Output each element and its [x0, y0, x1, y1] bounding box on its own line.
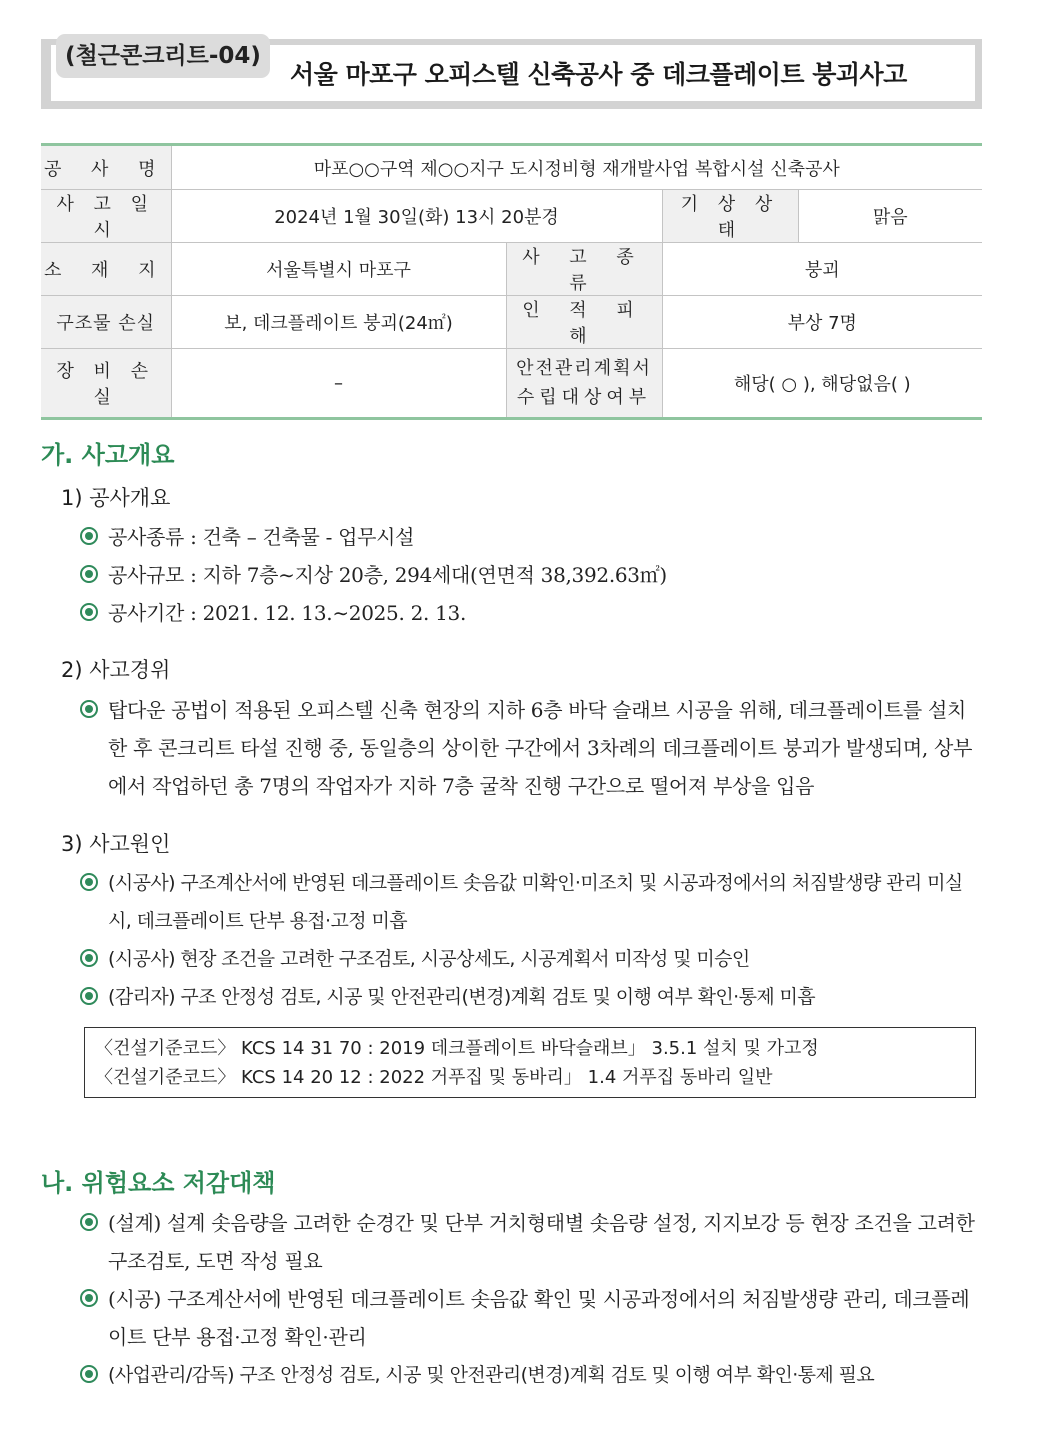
table-row: [41, 145, 982, 190]
bullet-icon: [80, 603, 98, 621]
list-item: (사업관리/감독) 구조 안정성 검토, 시공 및 안전관리(변경)계획 검토 및 이행 여부 확인·통제 필요: [80, 1356, 985, 1394]
list-item: 공사규모 : 지하 7층∼지상 20층, 294세대(연면적 38,392.63㎡): [80, 556, 985, 594]
subsection-title-construction: 1) 공사개요: [61, 486, 171, 510]
bullet-icon: [80, 700, 98, 718]
weather-value: 맑음: [798, 190, 982, 243]
table-row: [41, 296, 982, 349]
list-item: 공사종류 : 건축 – 건축물 - 업무시설: [80, 518, 985, 556]
bullet-icon: [80, 1365, 98, 1383]
weather-label: 기 상 상 태: [662, 190, 798, 243]
list-item: (설계) 설계 솟음량을 고려한 순경간 및 단부 거치형태별 솟음량 설정, 지지보강 등 현장 조건을 고려한 구조검토, 도면 작성 필요: [80, 1204, 985, 1280]
reference-codes-box: [84, 1027, 976, 1098]
list-item: (감리자) 구조 안정성 검토, 시공 및 안전관리(변경)계획 검토 및 이행 여부 확인·통제 미흡: [80, 978, 985, 1016]
safety-plan-value: 해당( ○ ), 해당없음( ): [662, 349, 982, 419]
safety-plan-label-line1: 안전관리계획서: [516, 358, 652, 379]
table-row: [41, 243, 982, 296]
casualty-value: 부상 7명: [662, 296, 982, 349]
project-name-value: 마포○○구역 제○○지구 도시정비형 재개발사업 복합시설 신축공사: [171, 145, 982, 190]
bullet-icon: [80, 565, 98, 583]
accident-type-label: 사 고 종 류: [506, 243, 662, 296]
location-value: 서울특별시 마포구: [171, 243, 506, 296]
project-name-label: 공 사 명: [41, 145, 171, 190]
safety-plan-label: [506, 349, 662, 419]
page-title: 서울 마포구 오피스텔 신축공사 중 데크플레이트 붕괴사고: [290, 60, 907, 89]
list-item: 공사기간 : 2021. 12. 13.∼2025. 2. 13.: [80, 594, 985, 632]
document-code-badge: (철근콘크리트-04): [56, 34, 270, 78]
bullet-icon: [80, 987, 98, 1005]
list-item: (시공사) 현장 조건을 고려한 구조검토, 시공상세도, 시공계획서 미작성 및 미승인: [80, 940, 985, 978]
bullet-icon: [80, 527, 98, 545]
equipment-loss-label: 장 비 손 실: [41, 349, 171, 419]
section-title-countermeasures: 나. 위험요소 저감대책: [41, 1169, 276, 1197]
table-row: [41, 190, 982, 243]
subsection-title-progress: 2) 사고경위: [61, 658, 171, 682]
section-title-overview: 가. 사고개요: [41, 441, 175, 469]
bullet-icon: [80, 1289, 98, 1307]
list-item: (시공) 구조계산서에 반영된 데크플레이트 솟음값 확인 및 시공과정에서의 처짐발생량 관리, 데크플레이트 단부 용접·고정 확인·관리: [80, 1280, 985, 1356]
casualty-label: 인 적 피 해: [506, 296, 662, 349]
list-item: (시공사) 구조계산서에 반영된 데크플레이트 솟음값 미확인·미조치 및 시공과정에서의 처짐발생량 관리 미실시, 데크플레이트 단부 용접·고정 미흡: [80, 864, 985, 940]
bullet-icon: [80, 873, 98, 891]
accident-type-value: 붕괴: [662, 243, 982, 296]
list-item: 탑다운 공법이 적용된 오피스텔 신축 현장의 지하 6층 바닥 슬래브 시공을 위해, 데크플레이트를 설치 한 후 콘크리트 타설 진행 중, 동일층의 상이한 구간에서 3차례의 데크플레이트 붕괴가 발생되며, 상부에서 작업하던 총 7명의 작업자가 지하 7층 굴착 진행 구간으로 떨어져 부상을 입음: [80, 691, 985, 805]
reference-code: 〈건설기준코드〉 KCS 14 31 70 : 2019 데크플레이트 바닥슬래브」 3.5.1 설치 및 가고정: [95, 1038, 819, 1059]
datetime-label: 사 고 일 시: [41, 190, 171, 243]
safety-plan-label-line2: 수립대상여부: [516, 387, 652, 408]
location-label: 소 재 지: [41, 243, 171, 296]
subsection-title-cause: 3) 사고원인: [61, 832, 171, 856]
equipment-loss-value: –: [171, 349, 506, 419]
structure-loss-label: 구조물 손실: [41, 296, 171, 349]
reference-code: 〈건설기준코드〉 KCS 14 20 12 : 2022 거푸집 및 동바리」 1.4 거푸집 동바리 일반: [95, 1067, 773, 1088]
bullet-icon: [80, 1213, 98, 1231]
structure-loss-value: 보, 데크플레이트 붕괴(24㎡): [171, 296, 506, 349]
datetime-value: 2024년 1월 30일(화) 13시 20분경: [171, 190, 662, 243]
accident-info-table: [41, 143, 982, 420]
bullet-icon: [80, 949, 98, 967]
table-row: [41, 349, 982, 419]
